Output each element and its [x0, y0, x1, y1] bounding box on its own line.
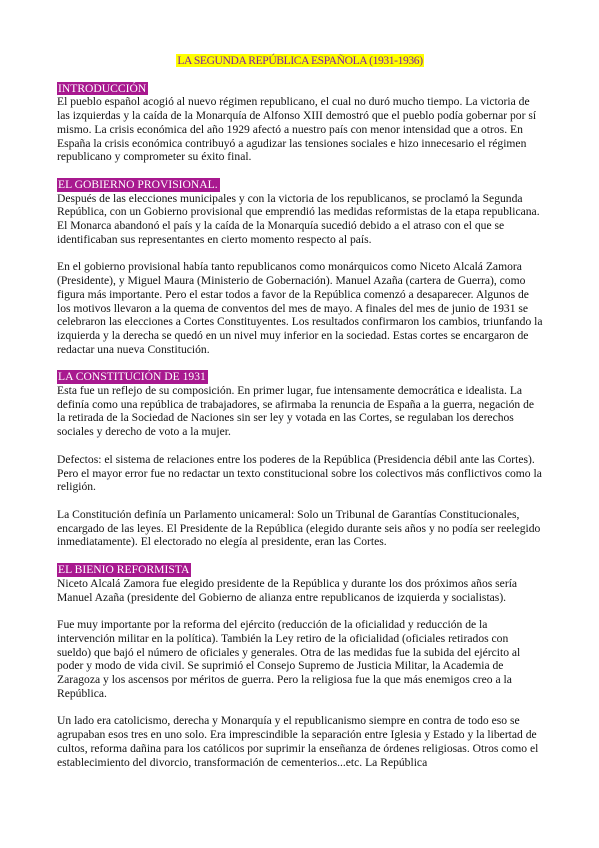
section-heading: LA CONSTITUCIÓN DE 1931 — [58, 370, 206, 384]
section-bienio-reformista — [57, 563, 543, 769]
section-heading: EL BIENIO REFORMISTA — [58, 563, 190, 577]
section-heading: INTRODUCCIÓN — [58, 81, 147, 95]
document-page — [57, 54, 543, 769]
title-row — [57, 54, 543, 68]
paragraph: Niceto Alcalá Zamora fue elegido presidente de la República y durante los dos próximos años sería Manuel Azaña (presidente del Gobierno de alianza entre republicanos de izquierda y socialistas). — [57, 576, 518, 604]
paragraph: Defectos: el sistema de relaciones entre los poderes de la República (Presidencia débil ante las Cortes). Pero el mayor error fue no redactar un texto constitucional sobre los colectivos más conflictivos como la religión. — [57, 452, 542, 494]
section-heading: EL GOBIERNO PROVISIONAL. — [58, 177, 218, 191]
document-title: LA SEGUNDA REPÚBLICA ESPAÑOLA (1931-1936) — [177, 54, 423, 67]
paragraph: Después de las elecciones municipales y con la victoria de los republicanos, se proclamó la Segunda República, con un Gobierno provisional que emprendió las medidas reformistas de la etapa republicana. El Monarca abandonó el país y la caída de la Monarquía sucedió debido a el atraso con el que se identificaban sus representantes en cierto momento respecto al país. — [57, 191, 540, 246]
section-gobierno-provisional — [57, 178, 543, 356]
paragraph: En el gobierno provisional había tanto republicanos como monárquicos como Niceto Alcalá Zamora (Presidente), y Miguel Maura (Ministerio de Gobernación). Manuel Azaña (cartera de Guerra), como figura más importante. Pero el estar todos a favor de la República comenzó a desaparecer. Algunos de los motivos llevaron a la quema de conventos del mes de mayo. A finales del mes de junio de 1931 se celebraron las elecciones a Cortes Constituyentes. Los resultados confirmaron los cambios, triunfando la izquierda y la derecha se quedó en un nivel muy inferior en la sociedad. Estas cortes se encargaron de redactar una nueva Constitución. — [57, 260, 543, 356]
section-introduccion — [57, 82, 543, 164]
paragraph: El pueblo español acogió al nuevo régimen republicano, el cual no duró mucho tiempo. La victoria de las izquierdas y la caída de la Monarquía de Alfonso XIII demostró que el pueblo podía gobernar por sí mismo. La crisis económica del año 1929 afectó a nuestro país con menor intensidad que a otros. En España la crisis económica contribuyó a agudizar las tensiones sociales e hizo innecesario el régimen republicano y comprometer su éxito final. — [57, 95, 537, 164]
paragraph: La Constitución definía un Parlamento unicameral: Solo un Tribunal de Garantías Constitucionales, encargado de las leyes. El Presidente de la República (elegido durante seis años y no podía ser reelegido inmediatamente). El electorado no elegía al presidente, eran las Cortes. — [57, 507, 541, 549]
paragraph: Esta fue un reflejo de su composición. En primer lugar, fue intensamente democrática e idealista. La definía como una república de trabajadores, se afirmaba la renuncia de España a la guerra, negación de la retirada de la Sociedad de Naciones sin ser ley y votada en las Cortes, se regulaban los derechos sociales y derecho de voto a la mujer. — [57, 384, 535, 439]
section-constitucion — [57, 370, 543, 549]
paragraph: Un lado era catolicismo, derecha y Monarquía y el republicanismo siempre en contra de todo eso se agrupaban esos tres en uno solo. Era imprescindible la separación entre Iglesia y Estado y la libertad de cultos, reforma dañina para los católicos por suprimir la enseñanza de órdenes religiosas. Otros como el establecimiento del divorcio, transformación de cementerios...etc. La República — [57, 714, 539, 769]
paragraph: Fue muy importante por la reforma del ejército (reducción de la oficialidad y reducción de la intervención militar en la política). También la Ley retiro de la oficialidad (oficiales retirados con sueldo) que bajó el número de oficiales y generales. Otra de las medidas fue la subida del ejército al poder y modo de vida civil. Se suprimió el Consejo Supremo de Justicia Militar, la Academia de Zaragoza y los ascensos por méritos de guerra. Pero la religiosa fue la que más enemigos creo a la República. — [57, 618, 521, 700]
